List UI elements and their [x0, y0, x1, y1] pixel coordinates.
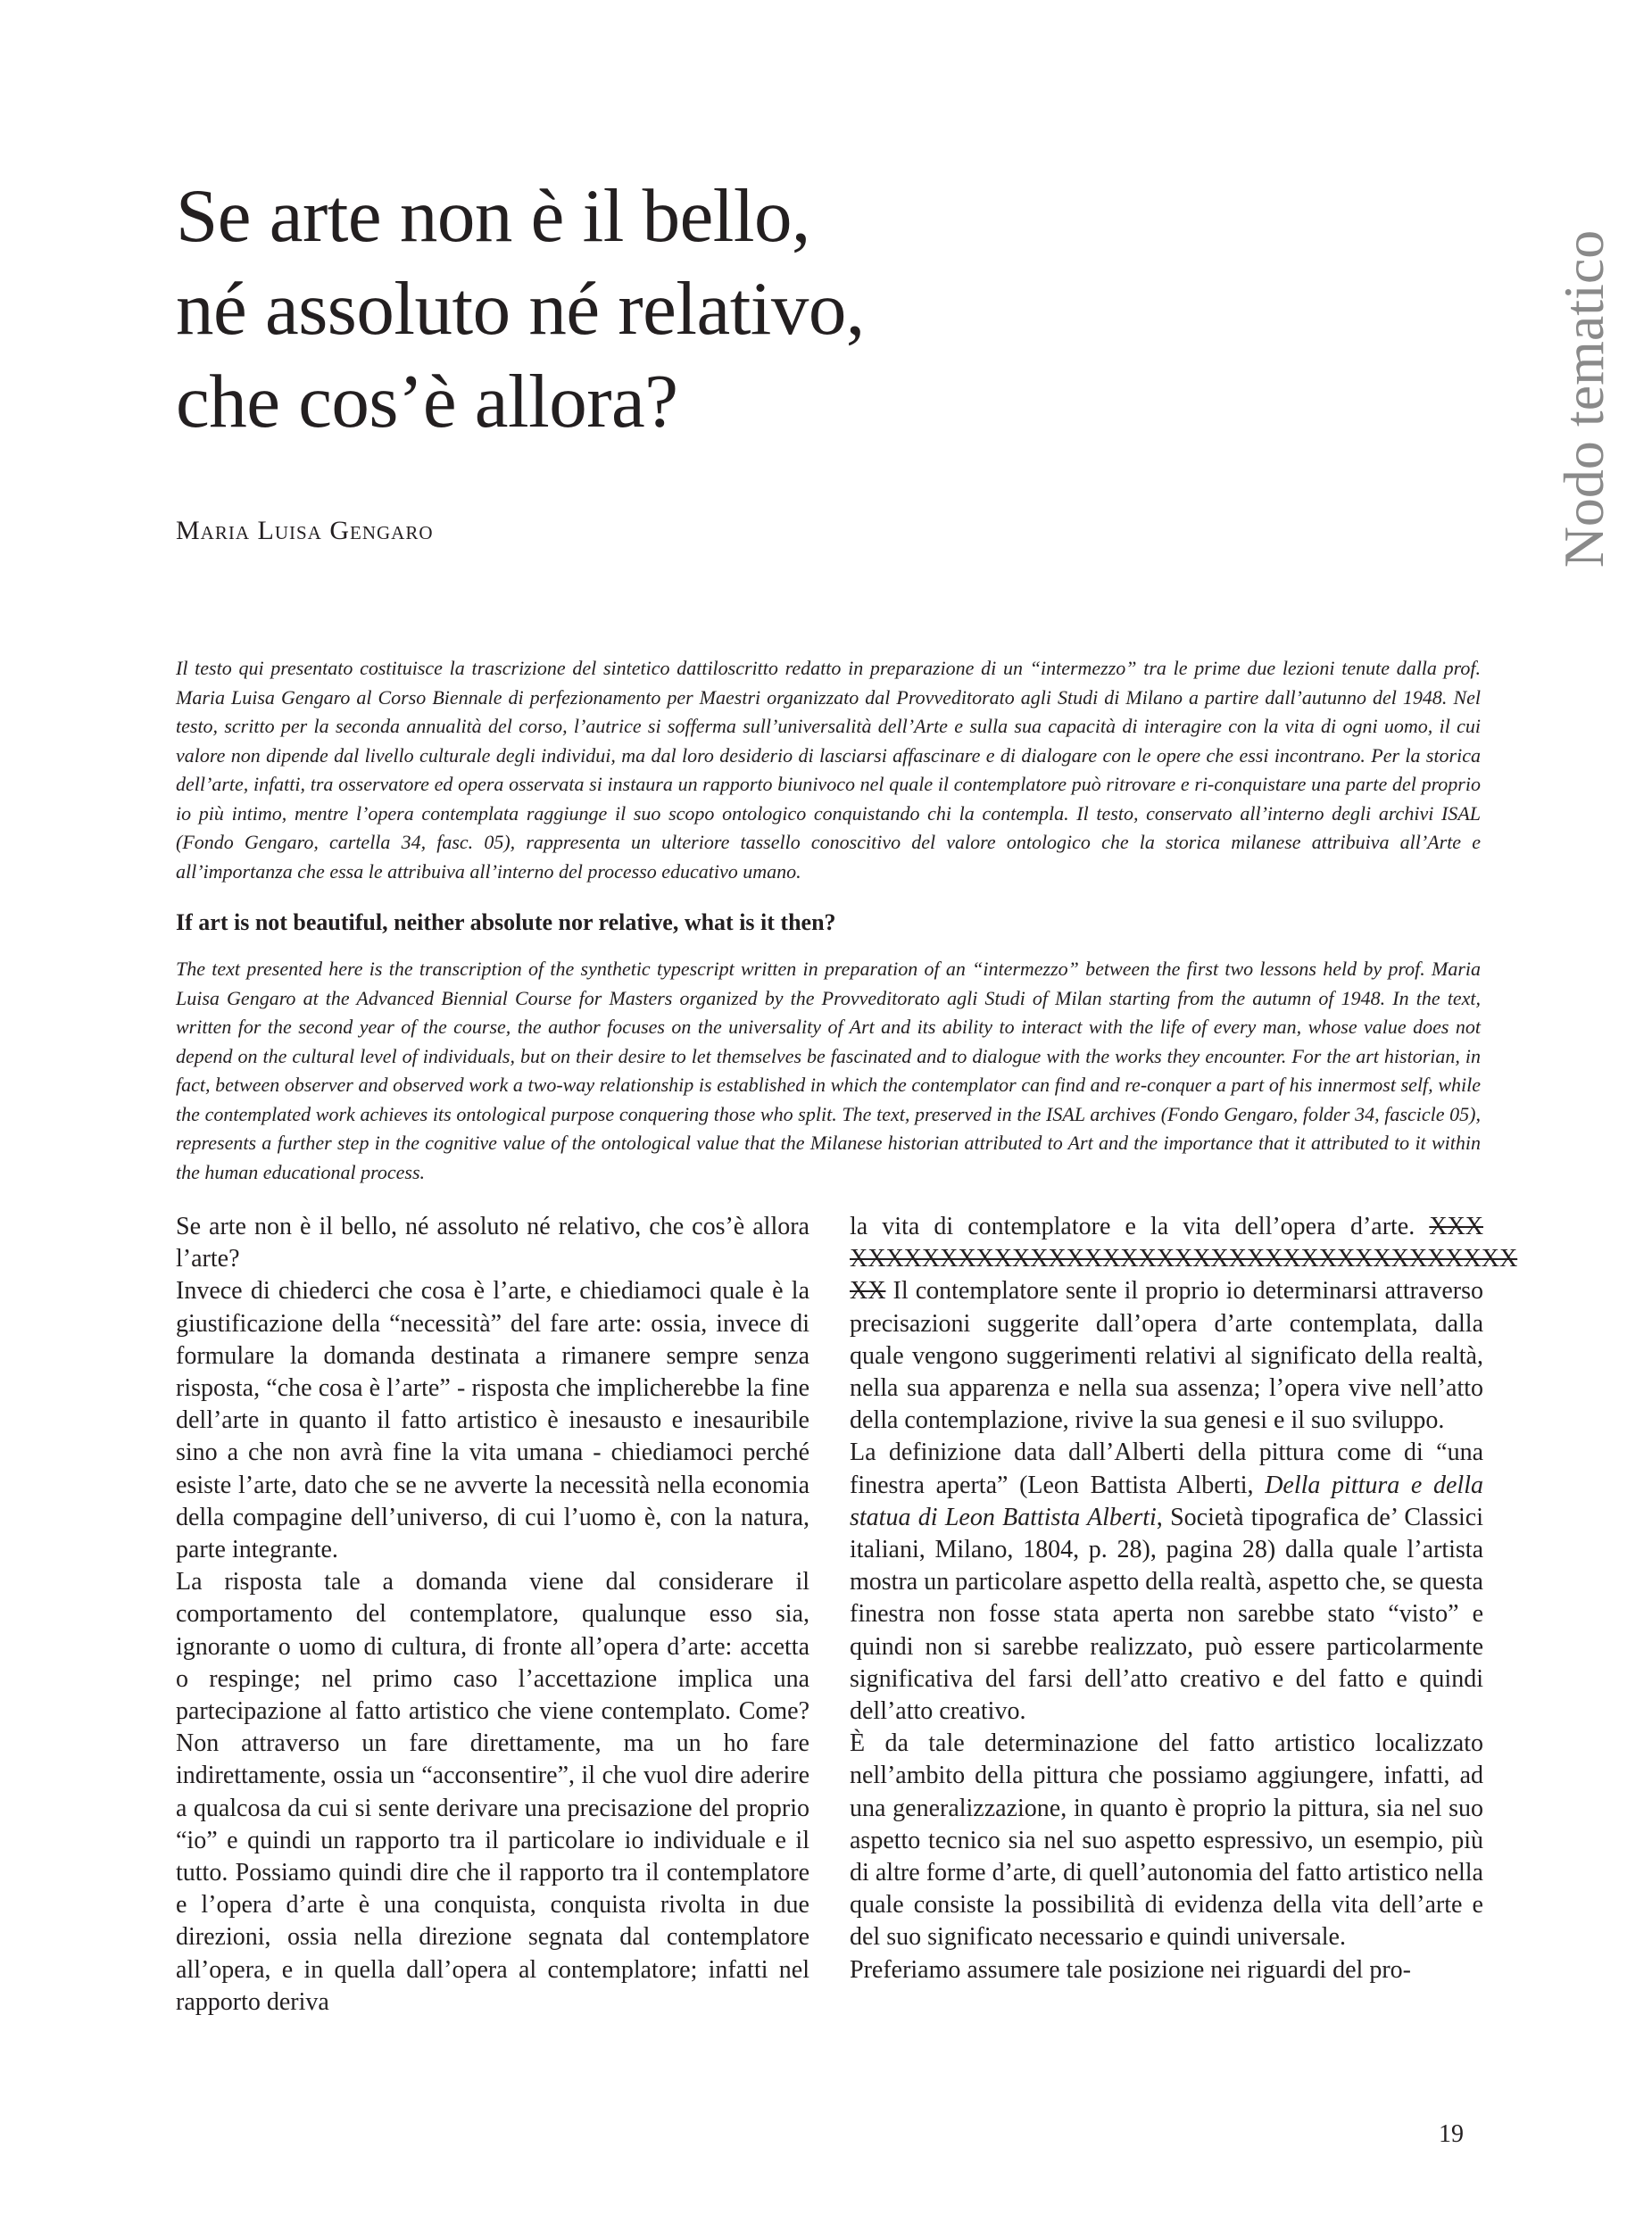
body-paragraph — [850, 1211, 1518, 1437]
body-paragraph: È da tale determinazione del fatto artistico localizzato nell’ambito della pittura che possiamo aggiungere, infatti, ad una generalizzazione, in quanto è proprio la pittura, sia nel suo aspetto tecnico sia nel suo aspetto espressivo, un esempio, più di altre forme d’arte, di quell’autonomia del fatto artistico nella quale consiste la possibilità di evidenza della vita dell’arte e del suo significato necessario e quindi universale. — [850, 1729, 1483, 1952]
paragraph-text: , Società tipografica de’ Classici italiani, Milano, 1804, p. 28), pagina 28) dalla quale l’artista mostra un particolare aspetto della realtà, aspetto che, se questa finestra non fosse stata aperta non sarebbe stato “visto” e quindi non si sarebbe realizzato, può essere particolarmente significativa del farsi dell’atto creativo e del fatto e quindi dell’atto creativo. — [850, 1503, 1483, 1726]
author-name: Maria Luisa Gengaro — [176, 516, 434, 545]
title-line: né assoluto né relativo, — [176, 267, 865, 351]
title-line: che cos’è allora? — [176, 360, 678, 444]
section-label — [1553, 207, 1615, 591]
abstract-italian: Il testo qui presentato costituisce la trascrizione del sintetico dattiloscritto redatto in preparazione di un “intermezzo” tra le prime due lezioni tenute dalla prof. Maria Luisa Gengaro al Corso Biennale di perfezionamento per Maestri organizzato dal Provveditorato agli Studi di Milano a partire dall’autunno del 1948. Nel testo, scritto per la seconda annualità del corso, l’autrice si sofferma sull’universalità dell’Arte e sulla sua capacità di interagire con la vita di ogni uomo, il cui valore non dipende dal livello culturale degli individui, ma dal loro desiderio di lasciarsi affascinare e di dialogare con le opere che essi incontrano. Per la storica dell’arte, infatti, tra osservatore ed opera osservata si instaura un rapporto biunivoco nel quale il contemplatore può ritrovare e ri-conquistare una parte del proprio io più intimo, mentre l’opera contemplata raggiunge il suo scopo ontologico conquistando chi la contempla. Il testo, conservato all’interno degli archivi ISAL (Fondo Gengaro, cartella 34, fasc. 05), rappresenta un ulteriore tassello conoscitivo del valore ontologico che la storica milanese attribuiva all’Arte e all’importanza che essa le attribuiva all’interno del processo educativo umano. — [176, 657, 1481, 883]
section-label-text: Nodo tematico — [1552, 229, 1615, 568]
body-paragraph: La risposta tale a domanda viene dal considerare il comportamento del contemplatore, qualunque esso sia, ignorante o uomo di cultura, di fronte all’opera d’arte: accetta o respinge; nel primo caso l’accettazione implica una partecipazione al fatto artistico che viene contemplato. Come? Non attraverso un fare direttamente, ma un ho fare indirettamente, ossia un “acconsentire”, il che vuol dire aderire a qualcosa da cui si sente derivare una precisazione del proprio “io” e quindi un rapporto tra il particolare io individuale e il tutto. Possiamo quindi dire che il rapporto tra il contemplatore e l’opera d’arte è una conquista, conquista rivolta in due direzioni, ossia nella direzione segnata dal contemplatore all’opera, e in quella dall’opera al contemplatore; infatti nel rapporto deriva — [176, 1568, 809, 2016]
body-column-left — [176, 1211, 809, 2019]
abstract-english: The text presented here is the transcription of the synthetic typescript written in preparation of an “intermezzo” between the first two lessons held by prof. Maria Luisa Gengaro at the Advanced Biennial Course for Masters organized by the Provveditorato agli Studi of Milan starting from the autumn of 1948. In the text, written for the second year of the course, the author focuses on the universality of Art and its ability to interact with the life of every man, whose value does not depend on the cultural level of individuals, but on their desire to let themselves be fascinated and to dialogue with the works they encounter. For the art historian, in fact, between observer and observed work a two-way relationship is established in which the contemplator can find and re-conquer a part of his innermost self, while the contemplated work achieves its ontological purpose conquering those who split. The text, preserved in the ISAL archives (Fondo Gengaro, folder 34, fascicle 05), represents a further step in the cognitive value of the ontological value that the Milanese historian attributed to Art and the importance that it attributed to it within the human educational process. — [176, 958, 1481, 1183]
page-number: 19 — [1439, 2120, 1464, 2148]
paragraph-text: La definizione data dall’Alberti della pittura come di “una finestra aperta” (Leon Battista Alberti, — [850, 1439, 1483, 1499]
body-paragraph — [850, 1437, 1483, 1728]
body-paragraph: Invece di chiederci che cosa è l’arte, e chiediamoci quale è la giustificazione della “necessità” del fare arte: ossia, invece di formulare la domanda destinata a rimanere sempre senza risposta, “che cosa è l’arte” - risposta che implicherebbe la fine dell’arte in quanto il fatto artistico è inesausto e inesauribile sino a che non avrà fine la vita umana - chiediamoci perché esiste l’arte, dato che se ne avverte la necessità nella economia della compagine dell’universo, di cui l’uomo è, con la natura, parte integrante. — [176, 1277, 809, 1564]
english-title: If art is not beautiful, neither absolute nor relative, what is it then? — [176, 909, 836, 935]
article-title — [176, 170, 1291, 448]
paragraph-text: la vita di contemplatore e la vita dell’opera d’arte. — [850, 1213, 1430, 1240]
book-title: Della pittura e della statua di Leon Battista Alberti — [850, 1471, 1483, 1531]
struck-through-text: XXX XXXXXXXXXXXXXXXXXXXXXXXXXXXXXXXXXXXXX XX — [850, 1213, 1518, 1306]
paragraph-text: Il contemplatore sente il proprio io determinarsi attraverso precisazioni suggerite dall’opera d’arte contemplata, dalla quale vengono suggerimenti relativi al significato della realtà, nella sua apparenza e nella sua assenza; l’opera vive nell’atto della contemplazione, rivive la sua genesi e il suo sviluppo. — [850, 1277, 1483, 1435]
body-column-right — [850, 1211, 1518, 1986]
body-paragraph: Preferiamo assumere tale posizione nei riguardi del pro- — [850, 1955, 1411, 1984]
body-paragraph: Se arte non è il bello, né assoluto né relativo, che cos’è allora l’arte? — [176, 1213, 809, 1273]
title-line: Se arte non è il bello, — [176, 174, 810, 258]
